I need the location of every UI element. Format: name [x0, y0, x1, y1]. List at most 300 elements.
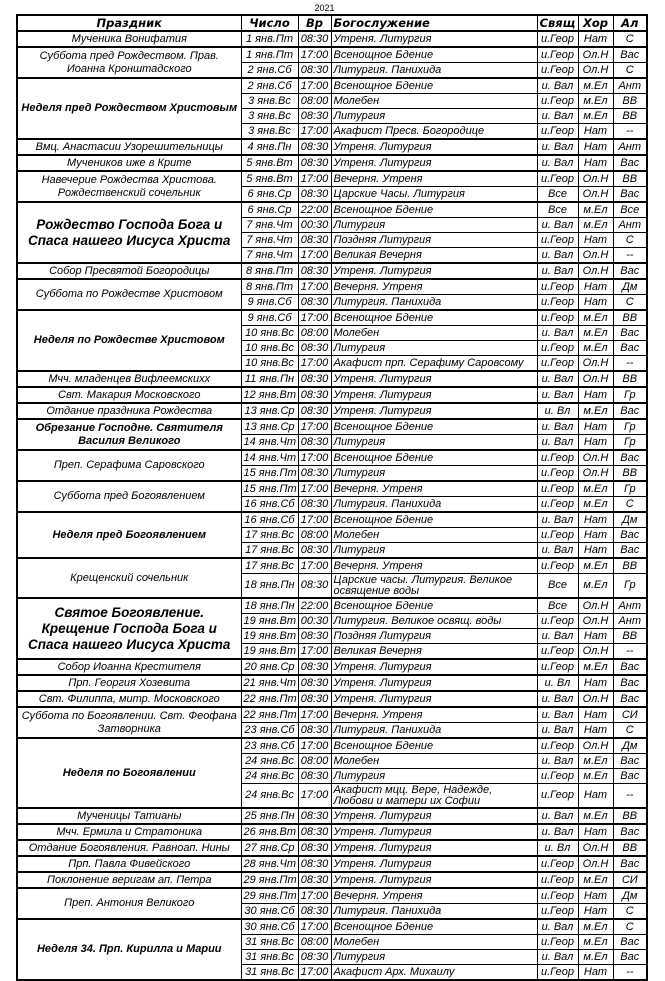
service-date: 20 янв.Ср: [241, 659, 298, 675]
choir-name: м.Ел: [578, 935, 613, 950]
choir-name: м.Ел: [578, 808, 613, 824]
service-date: 7 янв.Чт: [241, 248, 298, 264]
service-name: Литургия: [331, 109, 537, 124]
altar-server: Вас: [613, 543, 647, 559]
choir-name: Нат: [578, 419, 613, 435]
service-time: 17:00: [298, 124, 331, 140]
choir-name: Ол.Н: [578, 466, 613, 482]
choir-name: Нат: [578, 784, 613, 809]
service-name: Литургия. Великое освящ. воды: [331, 614, 537, 629]
altar-server: ВВ: [613, 808, 647, 824]
service-name: Всенощное Бдение: [331, 450, 537, 466]
feast-name: Преп. Серафима Саровского: [17, 450, 241, 481]
service-date: 31 янв.Вс: [241, 965, 298, 981]
service-name: Вечерня. Утреня: [331, 279, 537, 295]
priest-name: и.Геор: [537, 31, 578, 47]
choir-name: Ол.Н: [578, 63, 613, 79]
priest-name: и.Геор: [537, 904, 578, 920]
altar-server: Дм: [613, 512, 647, 528]
year-label: [0, 3, 665, 13]
service-name: Литургия. Панихида: [331, 497, 537, 513]
altar-server: Вас: [613, 754, 647, 769]
service-date: 3 янв.Вс: [241, 124, 298, 140]
choir-name: Нат: [578, 707, 613, 723]
priest-name: и. Вал: [537, 371, 578, 387]
service-name: Литургия: [331, 341, 537, 356]
priest-name: и.Геор: [537, 47, 578, 63]
service-date: 10 янв.Вс: [241, 326, 298, 341]
choir-name: Нат: [578, 675, 613, 691]
service-time: 08:30: [298, 872, 331, 888]
service-time: 17:00: [298, 919, 331, 935]
service-date: 19 янв.Вт: [241, 614, 298, 629]
priest-name: и.Геор: [537, 63, 578, 79]
service-time: 08:30: [298, 155, 331, 171]
feast-name: Навечерие Рождества Христова. Рождественский сочельник: [17, 171, 241, 202]
table-header-row: [17, 15, 647, 31]
altar-server: Ант: [613, 218, 647, 233]
service-date: 8 янв.Пт: [241, 279, 298, 295]
priest-name: и.Геор: [537, 356, 578, 372]
service-date: 24 янв.Вс: [241, 769, 298, 784]
choir-name: Ол.Н: [578, 47, 613, 63]
priest-name: Все: [537, 574, 578, 599]
altar-server: Вас: [613, 824, 647, 840]
priest-name: и.Геор: [537, 124, 578, 140]
altar-server: СИ: [613, 707, 647, 723]
table-row: [17, 738, 647, 754]
table-row: [17, 310, 647, 326]
service-time: 08:30: [298, 769, 331, 784]
service-time: 17:00: [298, 419, 331, 435]
table-row: [17, 47, 647, 63]
service-name: Поздняя Литургия: [331, 233, 537, 248]
choir-name: Ол.Н: [578, 614, 613, 629]
service-date: 16 янв.Сб: [241, 497, 298, 513]
table-row: [17, 872, 647, 888]
altar-server: Вас: [613, 675, 647, 691]
service-time: 08:30: [298, 574, 331, 599]
service-name: Молебен: [331, 528, 537, 543]
choir-name: Ол.Н: [578, 171, 613, 187]
feast-name: Неделя пред Рождеством Христовым: [17, 78, 241, 139]
choir-name: м.Ел: [578, 403, 613, 419]
altar-server: Дм: [613, 888, 647, 904]
service-name: Вечерня. Утреня: [331, 888, 537, 904]
altar-server: Ант: [613, 614, 647, 629]
altar-server: Вас: [613, 935, 647, 950]
service-name: Утреня. Литургия: [331, 371, 537, 387]
service-name: Литургия: [331, 466, 537, 482]
priest-name: и.Геор: [537, 935, 578, 950]
altar-server: ВВ: [613, 466, 647, 482]
service-date: 22 янв.Пт: [241, 707, 298, 723]
altar-server: Вас: [613, 528, 647, 543]
header-choir: Хор: [578, 15, 613, 31]
altar-server: ВВ: [613, 171, 647, 187]
choir-name: Ол.Н: [578, 356, 613, 372]
altar-server: Вас: [613, 263, 647, 279]
service-name: Царские часы. Литургия. Великое освящение воды: [331, 574, 537, 599]
priest-name: и.Геор: [537, 872, 578, 888]
choir-name: Ол.Н: [578, 691, 613, 707]
priest-name: и. Вал: [537, 723, 578, 739]
altar-server: ВВ: [613, 94, 647, 109]
year-text: 2021: [314, 3, 335, 13]
priest-name: и. Вал: [537, 263, 578, 279]
service-date: 14 янв.Чт: [241, 450, 298, 466]
service-time: 08:30: [298, 824, 331, 840]
table-row: [17, 403, 647, 419]
service-time: 08:30: [298, 950, 331, 965]
service-name: Утреня. Литургия: [331, 824, 537, 840]
service-name: Всенощное Бдение: [331, 202, 537, 218]
service-time: 08:30: [298, 295, 331, 311]
table-row: [17, 824, 647, 840]
service-time: 08:00: [298, 754, 331, 769]
service-date: 31 янв.Вс: [241, 935, 298, 950]
table-row: [17, 419, 647, 435]
priest-name: и.Геор: [537, 644, 578, 660]
service-date: 25 янв.Пн: [241, 808, 298, 824]
service-name: Вечерня. Утреня: [331, 171, 537, 187]
priest-name: и. Вал: [537, 218, 578, 233]
service-date: 29 янв.Пт: [241, 872, 298, 888]
table-row: [17, 512, 647, 528]
service-name: Акафист Арх. Михаилу: [331, 965, 537, 981]
service-date: 4 янв.Пн: [241, 139, 298, 155]
table-row: [17, 856, 647, 872]
service-date: 6 янв.Ср: [241, 187, 298, 203]
altar-server: С: [613, 233, 647, 248]
service-name: Молебен: [331, 94, 537, 109]
choir-name: Нат: [578, 824, 613, 840]
service-name: Литургия. Панихида: [331, 63, 537, 79]
altar-server: --: [613, 124, 647, 140]
choir-name: м.Ел: [578, 202, 613, 218]
feast-name: Свт. Филиппа, митр. Московского: [17, 691, 241, 707]
service-name: Утреня. Литургия: [331, 840, 537, 856]
choir-name: Нат: [578, 387, 613, 403]
service-date: 21 янв.Чт: [241, 675, 298, 691]
priest-name: Все: [537, 202, 578, 218]
altar-server: ВВ: [613, 840, 647, 856]
priest-name: и.Геор: [537, 450, 578, 466]
choir-name: Нат: [578, 528, 613, 543]
choir-name: Ол.Н: [578, 856, 613, 872]
altar-server: Вас: [613, 403, 647, 419]
service-name: Литургия: [331, 218, 537, 233]
priest-name: и. Вал: [537, 707, 578, 723]
priest-name: и. Вал: [537, 808, 578, 824]
priest-name: Все: [537, 598, 578, 614]
choir-name: Нат: [578, 888, 613, 904]
service-date: 1 янв.Пт: [241, 31, 298, 47]
service-time: 08:30: [298, 371, 331, 387]
service-date: 17 янв.Вс: [241, 558, 298, 574]
altar-server: --: [613, 356, 647, 372]
service-time: 17:00: [298, 47, 331, 63]
priest-name: и. Вал: [537, 512, 578, 528]
service-time: 17:00: [298, 784, 331, 809]
service-time: 22:00: [298, 598, 331, 614]
priest-name: и. Вал: [537, 691, 578, 707]
choir-name: Ол.Н: [578, 263, 613, 279]
choir-name: м.Ел: [578, 659, 613, 675]
choir-name: Ол.Н: [578, 738, 613, 754]
service-time: 08:30: [298, 497, 331, 513]
feast-name: Крещенский сочельник: [17, 558, 241, 598]
service-date: 19 янв.Вт: [241, 644, 298, 660]
priest-name: Все: [537, 187, 578, 203]
altar-server: ВВ: [613, 109, 647, 124]
service-name: Акафист мцц. Вере, Надежде, Любови и матери их Софии: [331, 784, 537, 809]
priest-name: и. Вал: [537, 629, 578, 644]
priest-name: и. Вл: [537, 840, 578, 856]
service-time: 00:30: [298, 218, 331, 233]
priest-name: и.Геор: [537, 784, 578, 809]
service-date: 14 янв.Чт: [241, 435, 298, 451]
choir-name: Нат: [578, 139, 613, 155]
altar-server: Гр: [613, 574, 647, 599]
choir-name: м.Ел: [578, 94, 613, 109]
service-name: Литургия. Панихида: [331, 904, 537, 920]
service-time: 08:30: [298, 403, 331, 419]
service-name: Всенощное Бдение: [331, 310, 537, 326]
choir-name: Нат: [578, 233, 613, 248]
priest-name: и.Геор: [537, 659, 578, 675]
service-name: Утреня. Литургия: [331, 675, 537, 691]
service-time: 08:30: [298, 187, 331, 203]
service-date: 24 янв.Вс: [241, 784, 298, 809]
service-date: 10 янв.Вс: [241, 341, 298, 356]
service-time: 08:30: [298, 904, 331, 920]
service-name: Всенощное Бдение: [331, 47, 537, 63]
service-time: 08:30: [298, 856, 331, 872]
altar-server: Вас: [613, 326, 647, 341]
table-row: [17, 840, 647, 856]
altar-server: Дм: [613, 279, 647, 295]
service-date: 5 янв.Вт: [241, 171, 298, 187]
service-name: Литургия. Панихида: [331, 295, 537, 311]
feast-name: Вмц. Анастасии Узорешительницы: [17, 139, 241, 155]
service-name: Вечерня. Утреня: [331, 481, 537, 497]
service-date: 7 янв.Чт: [241, 218, 298, 233]
service-name: Вечерня. Утреня: [331, 707, 537, 723]
service-date: 8 янв.Пт: [241, 263, 298, 279]
header-priest: Свящ: [537, 15, 578, 31]
service-time: 17:00: [298, 171, 331, 187]
priest-name: и.Геор: [537, 738, 578, 754]
service-name: Утреня. Литургия: [331, 403, 537, 419]
priest-name: и. Вал: [537, 109, 578, 124]
header-altar: Ал: [613, 15, 647, 31]
choir-name: Нат: [578, 543, 613, 559]
service-date: 23 янв.Сб: [241, 723, 298, 739]
altar-server: Вас: [613, 691, 647, 707]
feast-name: Неделя 34. Прп. Кирилла и Марии: [17, 919, 241, 980]
priest-name: и. Вал: [537, 139, 578, 155]
table-row: [17, 263, 647, 279]
service-time: 08:30: [298, 466, 331, 482]
altar-server: Ант: [613, 598, 647, 614]
feast-name: Свт. Макария Московского: [17, 387, 241, 403]
priest-name: и.Геор: [537, 528, 578, 543]
table-row: [17, 139, 647, 155]
altar-server: --: [613, 784, 647, 809]
altar-server: ВВ: [613, 558, 647, 574]
header-time: Вр: [298, 15, 331, 31]
table-row: [17, 659, 647, 675]
choir-name: м.Ел: [578, 326, 613, 341]
altar-server: Вас: [613, 187, 647, 203]
service-name: Утреня. Литургия: [331, 139, 537, 155]
priest-name: и.Геор: [537, 769, 578, 784]
service-name: Литургия: [331, 435, 537, 451]
table-row: [17, 31, 647, 47]
service-name: Утреня. Литургия: [331, 31, 537, 47]
service-date: 18 янв.Пн: [241, 574, 298, 599]
altar-server: Гр: [613, 387, 647, 403]
service-time: 17:00: [298, 965, 331, 981]
service-name: Великая Вечерня: [331, 248, 537, 264]
altar-server: Вас: [613, 450, 647, 466]
priest-name: и.Геор: [537, 310, 578, 326]
feast-name: Собор Иоанна Крестителя: [17, 659, 241, 675]
priest-name: и.Геор: [537, 295, 578, 311]
service-time: 17:00: [298, 558, 331, 574]
service-time: 08:30: [298, 233, 331, 248]
service-date: 23 янв.Сб: [241, 738, 298, 754]
altar-server: С: [613, 63, 647, 79]
priest-name: и. Вал: [537, 387, 578, 403]
service-name: Поздняя Литургия: [331, 629, 537, 644]
feast-name: Святое Богоявление. Крещение Господа Бога и Спаса нашего Иисуса Христа: [17, 598, 241, 659]
service-name: Всенощное Бдение: [331, 919, 537, 935]
service-time: 17:00: [298, 707, 331, 723]
priest-name: и.Геор: [537, 481, 578, 497]
service-time: 08:30: [298, 31, 331, 47]
table-row: [17, 371, 647, 387]
feast-name: Мученицы Татианы: [17, 808, 241, 824]
service-time: 08:30: [298, 63, 331, 79]
priest-name: и. Вал: [537, 950, 578, 965]
altar-server: Ант: [613, 78, 647, 94]
service-name: Царские Часы. Литургия: [331, 187, 537, 203]
schedule-body: [17, 31, 647, 980]
service-time: 17:00: [298, 738, 331, 754]
feast-name: Мчч. младенцев Вифлеемскихх: [17, 371, 241, 387]
feast-name: Неделя по Богоявлении: [17, 738, 241, 808]
choir-name: Нат: [578, 435, 613, 451]
feast-name: Обрезание Господне. Святителя Василия Великого: [17, 419, 241, 450]
service-date: 27 янв.Ср: [241, 840, 298, 856]
service-date: 19 янв.Вт: [241, 629, 298, 644]
altar-server: С: [613, 904, 647, 920]
table-row: [17, 691, 647, 707]
priest-name: и. Вал: [537, 248, 578, 264]
table-row: [17, 155, 647, 171]
service-date: 9 янв.Сб: [241, 295, 298, 311]
altar-server: Гр: [613, 481, 647, 497]
service-date: 3 янв.Вс: [241, 109, 298, 124]
altar-server: ВВ: [613, 371, 647, 387]
service-time: 08:30: [298, 109, 331, 124]
choir-name: Нат: [578, 279, 613, 295]
service-time: 08:30: [298, 629, 331, 644]
altar-server: С: [613, 295, 647, 311]
choir-name: м.Ел: [578, 310, 613, 326]
choir-name: м.Ел: [578, 78, 613, 94]
table-row: [17, 919, 647, 935]
service-time: 00:30: [298, 614, 331, 629]
priest-name: и.Геор: [537, 466, 578, 482]
service-name: Всенощное Бдение: [331, 78, 537, 94]
service-time: 08:30: [298, 691, 331, 707]
priest-name: и. Вал: [537, 155, 578, 171]
service-date: 10 янв.Вс: [241, 356, 298, 372]
service-date: 12 янв.Вт: [241, 387, 298, 403]
service-name: Утреня. Литургия: [331, 691, 537, 707]
service-time: 17:00: [298, 356, 331, 372]
choir-name: м.Ел: [578, 754, 613, 769]
altar-server: Вас: [613, 659, 647, 675]
choir-name: м.Ел: [578, 769, 613, 784]
service-time: 08:30: [298, 139, 331, 155]
service-name: Литургия: [331, 769, 537, 784]
choir-name: Нат: [578, 295, 613, 311]
service-name: Утреня. Литургия: [331, 155, 537, 171]
service-time: 08:30: [298, 659, 331, 675]
feast-name: Собор Пресвятой Богородицы: [17, 263, 241, 279]
altar-server: Дм: [613, 738, 647, 754]
service-time: 08:30: [298, 387, 331, 403]
priest-name: и. Вал: [537, 78, 578, 94]
service-date: 15 янв.Пт: [241, 481, 298, 497]
service-date: 16 янв.Сб: [241, 512, 298, 528]
service-date: 24 янв.Вс: [241, 754, 298, 769]
service-date: 22 янв.Пт: [241, 691, 298, 707]
service-date: 30 янв.Сб: [241, 919, 298, 935]
service-name: Акафист Пресв. Богородице: [331, 124, 537, 140]
table-row: [17, 202, 647, 218]
service-date: 13 янв.Ср: [241, 403, 298, 419]
table-row: [17, 888, 647, 904]
feast-name: Прп. Павла Фивейского: [17, 856, 241, 872]
choir-name: м.Ел: [578, 218, 613, 233]
service-date: 2 янв.Сб: [241, 63, 298, 79]
service-date: 3 янв.Вс: [241, 94, 298, 109]
service-schedule-table: [16, 14, 648, 981]
service-time: 17:00: [298, 481, 331, 497]
altar-server: Вас: [613, 155, 647, 171]
service-date: 26 янв.Вт: [241, 824, 298, 840]
altar-server: Ант: [613, 139, 647, 155]
choir-name: Ол.Н: [578, 644, 613, 660]
altar-server: Гр: [613, 435, 647, 451]
table-row: [17, 171, 647, 187]
choir-name: Нат: [578, 155, 613, 171]
table-row: [17, 558, 647, 574]
altar-server: Все: [613, 202, 647, 218]
service-name: Молебен: [331, 754, 537, 769]
priest-name: и. Вал: [537, 419, 578, 435]
feast-name: Суббота пред Рождеством. Прав. Иоанна Кронштадского: [17, 47, 241, 78]
service-name: Молебен: [331, 935, 537, 950]
table-row: [17, 387, 647, 403]
table-row: [17, 598, 647, 614]
choir-name: м.Ел: [578, 497, 613, 513]
